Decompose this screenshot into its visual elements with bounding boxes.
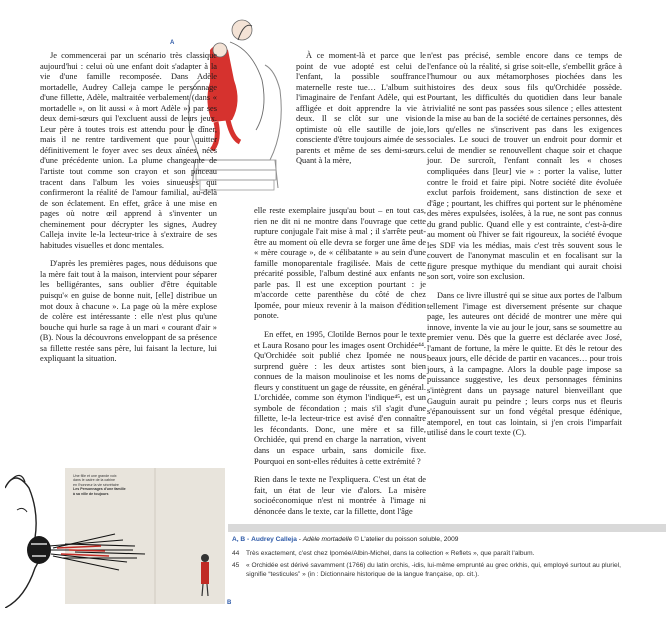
column-2-top [296,51,426,167]
inset-line: Les Personnages d'une famille [73,487,126,492]
illustration-b [5,458,232,608]
caption-author: Audrey Calleja [251,536,297,543]
inset-line: dans le cadre de la cabine [73,478,115,483]
footnote [232,550,622,558]
inset-line: à sa ville de toujours [73,491,109,496]
column-2 [254,206,426,517]
caption-title: Adèle mortadelle [302,536,353,543]
caption-band [228,524,666,532]
paragraph: En effet, en 1995, Clotilde Bernos pour le texte et Laura Rosano pour les images osent Orchidée⁴⁴. Qu'Orchidée soit publié chez Ipomée ne nous surprend guère : les deux artistes sont bien connues de la maison moulinoise et les noms de fleurs y constituent un gage de réussite, en général. L'orchidée, comme son étymon l'indique⁴⁵, est un symbole de fécondation ; mais s'il s'agit d'une fillette, le-la lecteur-trice est avisé d'en connaître les fécondants. Donc, une mère et sa fille, Orchidée, qui prend en charge la narration, vivent dans un espace urbain, sans domicile fixe. Pourquoi en sont-elles réduites à cette extrémité ? [254,330,426,466]
footnote [232,562,622,579]
caption-labels: A, B - [232,536,250,543]
caption-publisher: © L'atelier du poisson soluble, 2009 [352,536,459,543]
paragraph: elle reste exemplaire jusqu'au bout – en tout cas, rien ne dit ni ne montre dans l'ouvrage que cette rupture conjugale l'ait mise à mal ; il s'arrête peut-être au moment où elle devra se forger une âme de « mère courage », de « célibatante » au sein d'une famille monoparentale fragilisée. Mais de cette précarité possible, l'album destiné aux enfants ne parle pas. Il est une exception pourtant : je m'accorde cette parenthèse du côté de chez Ipomée, pour mieux revenir à la maison d'édition ponote. [254,206,426,321]
book-inset-lines [73,474,153,496]
figure-label-a: A [170,40,175,46]
footnotes [232,550,622,583]
column-1 [40,51,217,365]
paragraph: Je commencerai par un scénario très classique aujourd'hui : celui où une enfant doit s'adapter à la vie d'une famille recomposée. Dans Adèle mortadelle, Audrey Calleja campe le personnage d'une fillette, Adèle, maltraitée verbalement (dans « mortadelle », on lit aussi « à mort Adèle ») par ses deux demi-sœurs qui l'excluent aussi de leurs jeux. Leur père à toutes trois est attendu pour le dîner, mais il ne rentre tardivement que pour quitter définitivement le foyer avec ses deux aînées, nées d'une précédente union. La plume changeante de l'artiste tout comme son crayon et son pinceau tracent dans l'album les voies sinueuses qui confirmeront la réalité de l'amour familial, au-delà de son éclatement. En effet, grâce à une mise en pages où notre œil apprend à s'inventer un cheminement pour décrypter les signes, Audrey Calleja invite le-la lecteur-trice à s'extraire de ses habitudes visuelles et donc mentales. [40,51,217,250]
paragraph: n'est pas précisé, semble encore dans ce temps de l'enfance où la réalité, si grise soit-elle, s'embellit grâce à l'humour ou aux métamorphoses piochées dans les histoires des deux sous fils qu'Orchidée possède. Pourtant, les difficultés du quotidien dans leur banale trivialité ne sont pas passées sous silence ; elles attestent de la mise au ban de la société de certaines personnes, dès lors qu'elles ne s'inscrivent pas dans les exigences sociales. Le souci de trouver un endroit pour dormir et celui de mendier se renouvellent chaque soir et chaque jour. De surcroît, l'enfant connaît les « choses compliquées dans [leur] vie » : porter la valise, lutter contre le froid et faire pipi. Notre société dite évoluée exclut parfois froidement, sans distinction de sexe et d'âge ; pourtant, les chiffres qui portent sur le phénomène des mères expulsées, isolées, à la rue, ne sont pas connus du grand public. Quand elle y est contrainte, c'est-à-dire au moment où l'hiver se fait rigoureux, la société évoque les SDF via les médias, mais c'est très souvent sous le couvert de l'anonymat masculin et en focalisant sur la figure presque mythique du mendiant qui aurait choisi son sort, voire son exclusion. [427,51,622,282]
figure-caption [232,536,652,543]
footnote-number: 44 [232,550,240,557]
figure-label-b: B [227,600,232,606]
paragraph: Dans ce livre illustré qui se situe aux portes de l'album tellement l'image est diversement présente sur chaque page, les auteures ont décidé de montrer une mère qui innove, invente la vie au jour le jour, sans se soumettre au premier venu. Dès que la guerre est déclarée avec José, l'amant de fortune, la mère le quitte. Et dès le retour des beaux jours, elle décide de partir en vacances… pour trois jours, à la campagne. Alors la double page impose sa puissance suggestive, les deux personnages féminins s'intègrent dans un paysage naturel bienveillant que Gauguin aurait pu peindre ; leurs corps nus et fleuris s'épanouissent sur un fond végétal presque édénique, atemporel, en tout cas lointain, si j'en crois l'imparfait utilisé dans le court texte (C). [427,291,622,438]
paragraph: À ce moment-là et parce que le point de vue adopté est celui de l'enfant, la possible souffrance maternelle reste tue… L'album suit l'imaginaire de l'enfant Adèle, qui est affligée et doit apprendre la vie à deux. Il se clôt sur une vision optimiste où elle sautille de joie, consciente d'être toujours aimée de ses parents et même de ses demi-sœurs. Quant à la mère, [296,51,426,166]
inset-line: en l'honneur la vie sécrétaire [73,482,119,487]
footnote-text: « Orchidée est dérivé savamment (1766) du latin orchis, -idis, lui-même emprunté au grec orkhis, qui, employé surtout au pluriel, signifie “testicules” » (in : Dictionnaire historique de la langue française, op. cit.). [246,562,621,578]
footnote-number: 45 [232,562,240,570]
column-3 [427,51,622,439]
paragraph: Rien dans le texte ne l'expliquera. C'est un état de fait, un état de leur vie d'alors. La misère socioéconomique n'est ni montrée à l'image ni dénoncée dans le texte, car la fillette, dont l'âge [254,475,426,516]
paragraph: D'après les premières pages, nous déduisons que la mère fait tout à la maison, intervient pour séparer les belligérantes, sans oublier d'être équitable puisqu'« en guise de bonne nuit, [elle] distribue un mot doux à chacune ». La page où la mère explose de colère est intéressante : elle n'est plus qu'une bouche qui hurle sa rage à un mari « courant d'air » (B). Nous la découvrons enveloppant de sa présence sa fillette restée sans père, lui faisant la lecture, lui expliquant la situation. [40,259,217,364]
caption-separator: - [296,536,303,543]
inset-line: Une fille et une grande voix [73,474,117,478]
footnote-text: Très exactement, c'est chez Ipomée/Albin-Michel, dans la collection « Reflets », que paraît l'album. [246,550,535,557]
